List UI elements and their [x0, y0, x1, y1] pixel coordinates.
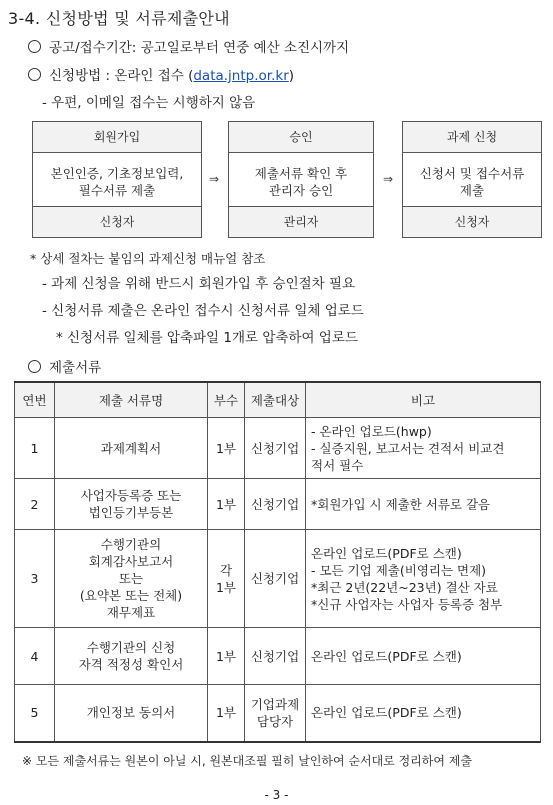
circle-bullet-icon: [28, 68, 41, 81]
section-heading: 3-4. 신청방법 및 서류제출안내: [8, 9, 230, 28]
row-target: 신청기업: [245, 530, 306, 628]
table-row: [15, 418, 541, 479]
flow-step-apply: [402, 121, 542, 238]
row-no: 4: [15, 628, 55, 685]
col-header-target: 제출대상: [245, 382, 306, 418]
footnote: ※ 모든 제출서류는 원본이 아닐 시, 원본대조필 필히 날인하여 순서대로 정리하여 제출: [22, 754, 472, 768]
row-remark: 온라인 업로드(PDF로 스캔): [306, 628, 541, 685]
flow-step-footer: 신청자: [403, 206, 541, 237]
row-doc-name: 개인정보 동의서: [55, 685, 208, 742]
method-suffix: ): [288, 68, 295, 84]
row-remark: 온라인 업로드(PDF로 스캔): [306, 685, 541, 742]
application-site-link[interactable]: data.jntp.or.kr: [193, 68, 289, 84]
row-target: 기업과제 담당자: [245, 685, 306, 742]
flow-step-header: 회원가입: [33, 122, 201, 153]
table-row: [15, 685, 541, 742]
note-signup-required: - 과제 신청을 위해 반드시 회원가입 후 승인절차 필요: [42, 276, 356, 292]
row-copies: 1부: [208, 418, 245, 479]
flow-step-signup: [32, 121, 202, 238]
row-remark: 온라인 업로드(PDF로 스캔) - 모든 기업 제출(비영리는 면제) *최근 2년(22년~23년) 결산 자료 *신규 사업자는 사업자 등록증 첨부: [306, 530, 541, 628]
row-doc-name: 수행기관의 회계감사보고서 또는 (요약본 또는 전체) 재무제표: [55, 530, 208, 628]
row-copies: 1부: [208, 479, 245, 530]
row-doc-name: 수행기관의 신청 자격 적정성 확인서: [55, 628, 208, 685]
circle-bullet-icon: [28, 40, 41, 53]
period-text: 공고/접수기간: 공고일로부터 연중 예산 소진시까지: [49, 40, 350, 56]
row-target: 신청기업: [245, 418, 306, 479]
flow-step-body: 제출서류 확인 후 관리자 승인: [254, 166, 348, 198]
row-remark: *회원가입 시 제출한 서류로 갈음: [306, 479, 541, 530]
row-no: 2: [15, 479, 55, 530]
note-zip-upload: * 신청서류 일체를 압축파일 1개로 압축하여 업로드: [56, 330, 358, 346]
table-row: [15, 628, 541, 685]
flow-step-header: 과제 신청: [403, 122, 541, 153]
row-no: 3: [15, 530, 55, 628]
row-target: 신청기업: [245, 479, 306, 530]
col-header-no: 연번: [15, 382, 55, 418]
bullet-method: [28, 64, 294, 84]
row-target: 신청기업: [245, 628, 306, 685]
method-note: - 우편, 이메일 접수는 시행하지 않음: [42, 95, 256, 111]
col-header-copies: 부수: [208, 382, 245, 418]
circle-bullet-icon: [28, 360, 41, 373]
page-number: - 3 -: [264, 788, 289, 802]
note-upload-all: - 신청서류 제출은 온라인 접수시 신청서류 일체 업로드: [42, 303, 364, 319]
row-doc-name: 사업자등록증 또는 법인등기부등본: [55, 479, 208, 530]
flow-step-body: 신청서 및 접수서류 제출: [419, 166, 525, 198]
row-doc-name: 과제계획서: [55, 418, 208, 479]
row-no: 5: [15, 685, 55, 742]
bullet-period: [28, 36, 349, 56]
flow-arrow-icon: ⇒: [383, 172, 394, 186]
col-header-remark: 비고: [306, 382, 541, 418]
bullet-docs: [28, 356, 101, 376]
flow-step-footer: 관리자: [229, 206, 373, 237]
flow-step-header: 승인: [229, 122, 373, 153]
table-row: [15, 479, 541, 530]
row-copies: 1부: [208, 685, 245, 742]
col-header-doc-name: 제출 서류명: [55, 382, 208, 418]
row-remark: - 온라인 업로드(hwp) - 실증지원, 보고서는 견적서 비교견 적서 필수: [306, 418, 541, 479]
row-copies: 1부: [208, 628, 245, 685]
note-manual: * 상세 절차는 붙임의 과제신청 매뉴얼 참조: [30, 251, 266, 266]
flow-arrow-icon: ⇒: [209, 172, 220, 186]
submission-docs-table: [14, 381, 541, 743]
docs-title: 제출서류: [49, 360, 102, 376]
row-copies: 각 1부: [208, 530, 245, 628]
table-header-row: [15, 382, 541, 418]
flow-step-body: 본인인증, 기초정보입력, 필수서류 제출: [50, 166, 184, 198]
table-row: [15, 530, 541, 628]
method-prefix: 신청방법 : 온라인 접수 (: [49, 68, 194, 84]
flow-step-footer: 신청자: [33, 206, 201, 237]
flow-step-approval: [228, 121, 374, 238]
row-no: 1: [15, 418, 55, 479]
